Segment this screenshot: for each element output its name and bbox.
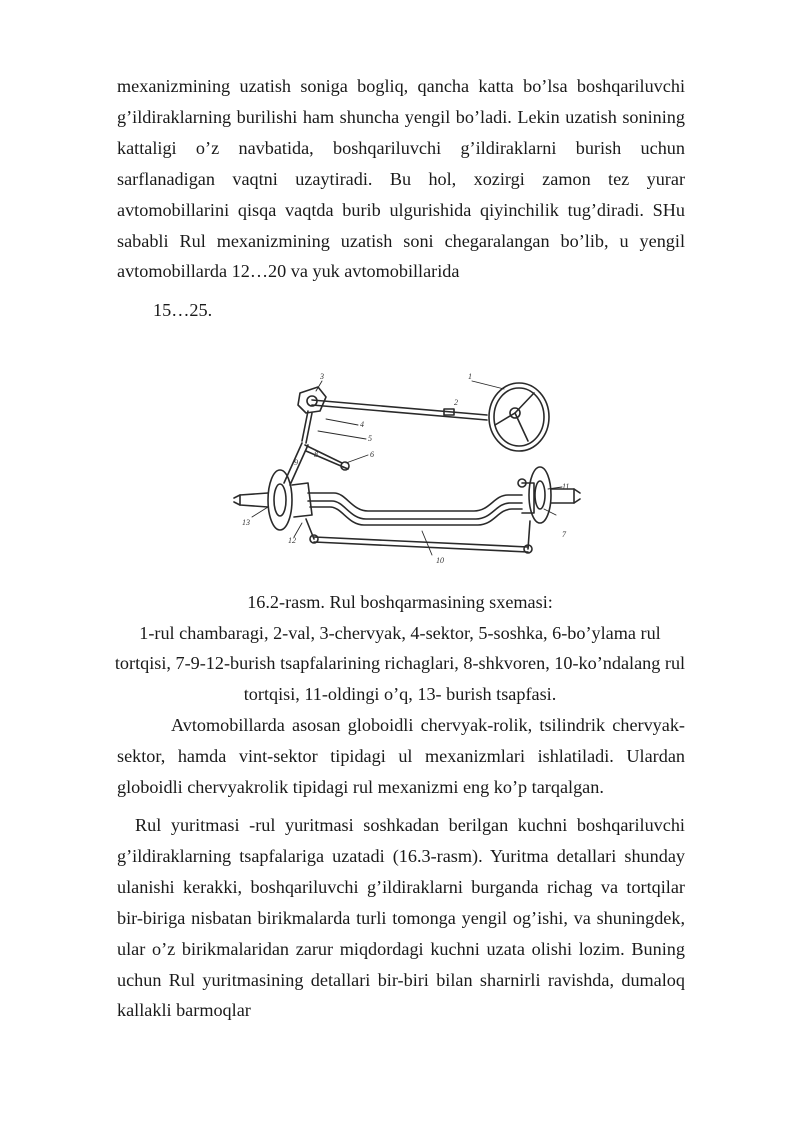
tie-rod xyxy=(306,519,532,553)
paragraph-continuation: 15…25. xyxy=(153,300,213,320)
callout-12: 12 xyxy=(288,536,296,545)
callout-2: 2 xyxy=(454,398,458,407)
figure-caption-title: 16.2-rasm. Rul boshqarmasining sxemasi: xyxy=(247,592,553,612)
callout-11: 11 xyxy=(562,482,570,491)
steering-shaft xyxy=(312,400,487,420)
paragraph-steering-drive: Rul yuritmasi -rul yuritmasi soshkadan berilgan kuchni boshqariluvchi g’ildiraklarning tsapfalariga uzatadi (16.3-rasm). Yuritma detallari shunday ulanishi kerakki, boshqariluvchi g’ildiraklarni burganda richag va tortqilar bir-biriga nisbatan birikmalarda turli tomonga yengil og’ishi, va shuningdek, ular o’z birikmalaridan zarur miqdordagi kuchni uzata olishi lozim. Buning uchun Rul yuritmasining detallari bir-biri bilan sharnirli ravishda, dumaloq kallakli barmoqlar xyxy=(117,815,685,1021)
drag-link xyxy=(284,411,349,485)
steering-system-diagram xyxy=(222,365,582,575)
callout-3: 3 xyxy=(320,372,324,381)
callout-10: 10 xyxy=(436,556,444,565)
callout-13: 13 xyxy=(242,518,250,527)
callout-5: 5 xyxy=(368,434,372,443)
paragraph-intro: mexanizmining uzatish soniga bogliq, qancha katta bo’lsa boshqariluvchi g’ildiraklarning burilishi ham shuncha yengil bo’ladi. Lekin uzatish sonining kattaligi o’z navbatida, boshqariluvchi g’ildiraklarni burish uchun sarflanadigan vaqtni uzaytiradi. Bu hol, xozirgi zamon tez yurar avtomobillarini qisqa vaqtda burib ulgurishida qiyinchilik tug’diradi. SHu sababli Rul mexanizmining uzatish soni chegaralangan bo’lib, u yengil avtomobillarda 12…20 va yuk avtomobillarida xyxy=(117,76,685,282)
callout-8: 8 xyxy=(314,450,318,459)
callout-4: 4 xyxy=(360,420,364,429)
steering-wheel xyxy=(489,383,549,451)
right-wheel-hub xyxy=(518,467,580,523)
callout-9: 9 xyxy=(294,458,298,467)
callout-1: 1 xyxy=(468,372,472,381)
front-axle-beam xyxy=(308,493,522,525)
callout-7: 7 xyxy=(562,530,566,539)
figure-caption-legend: 1-rul chambaragi, 2-val, 3-chervyak, 4-sektor, 5-soshka, 6-bo’ylama rul tortqisi, 7-9-12-burish tsapfalarining richaglari, 8-shkvoren, 10-ko’ndalang rul tortqisi, 11-oldingi o’q, 13- burish tsapfasi. xyxy=(114,623,686,704)
paragraph-mechanism-types: Avtomobillarda asosan globoidli chervyak-rolik, tsilindrik chervyak-sektor, hamda vint-sektor tipidagi ul mexanizmlari ishlatiladi. Ulardan globoidli chervyakrolik tipidagi rul mexanizmi eng ko’p tarqalgan. xyxy=(117,715,685,797)
callout-6: 6 xyxy=(370,450,374,459)
